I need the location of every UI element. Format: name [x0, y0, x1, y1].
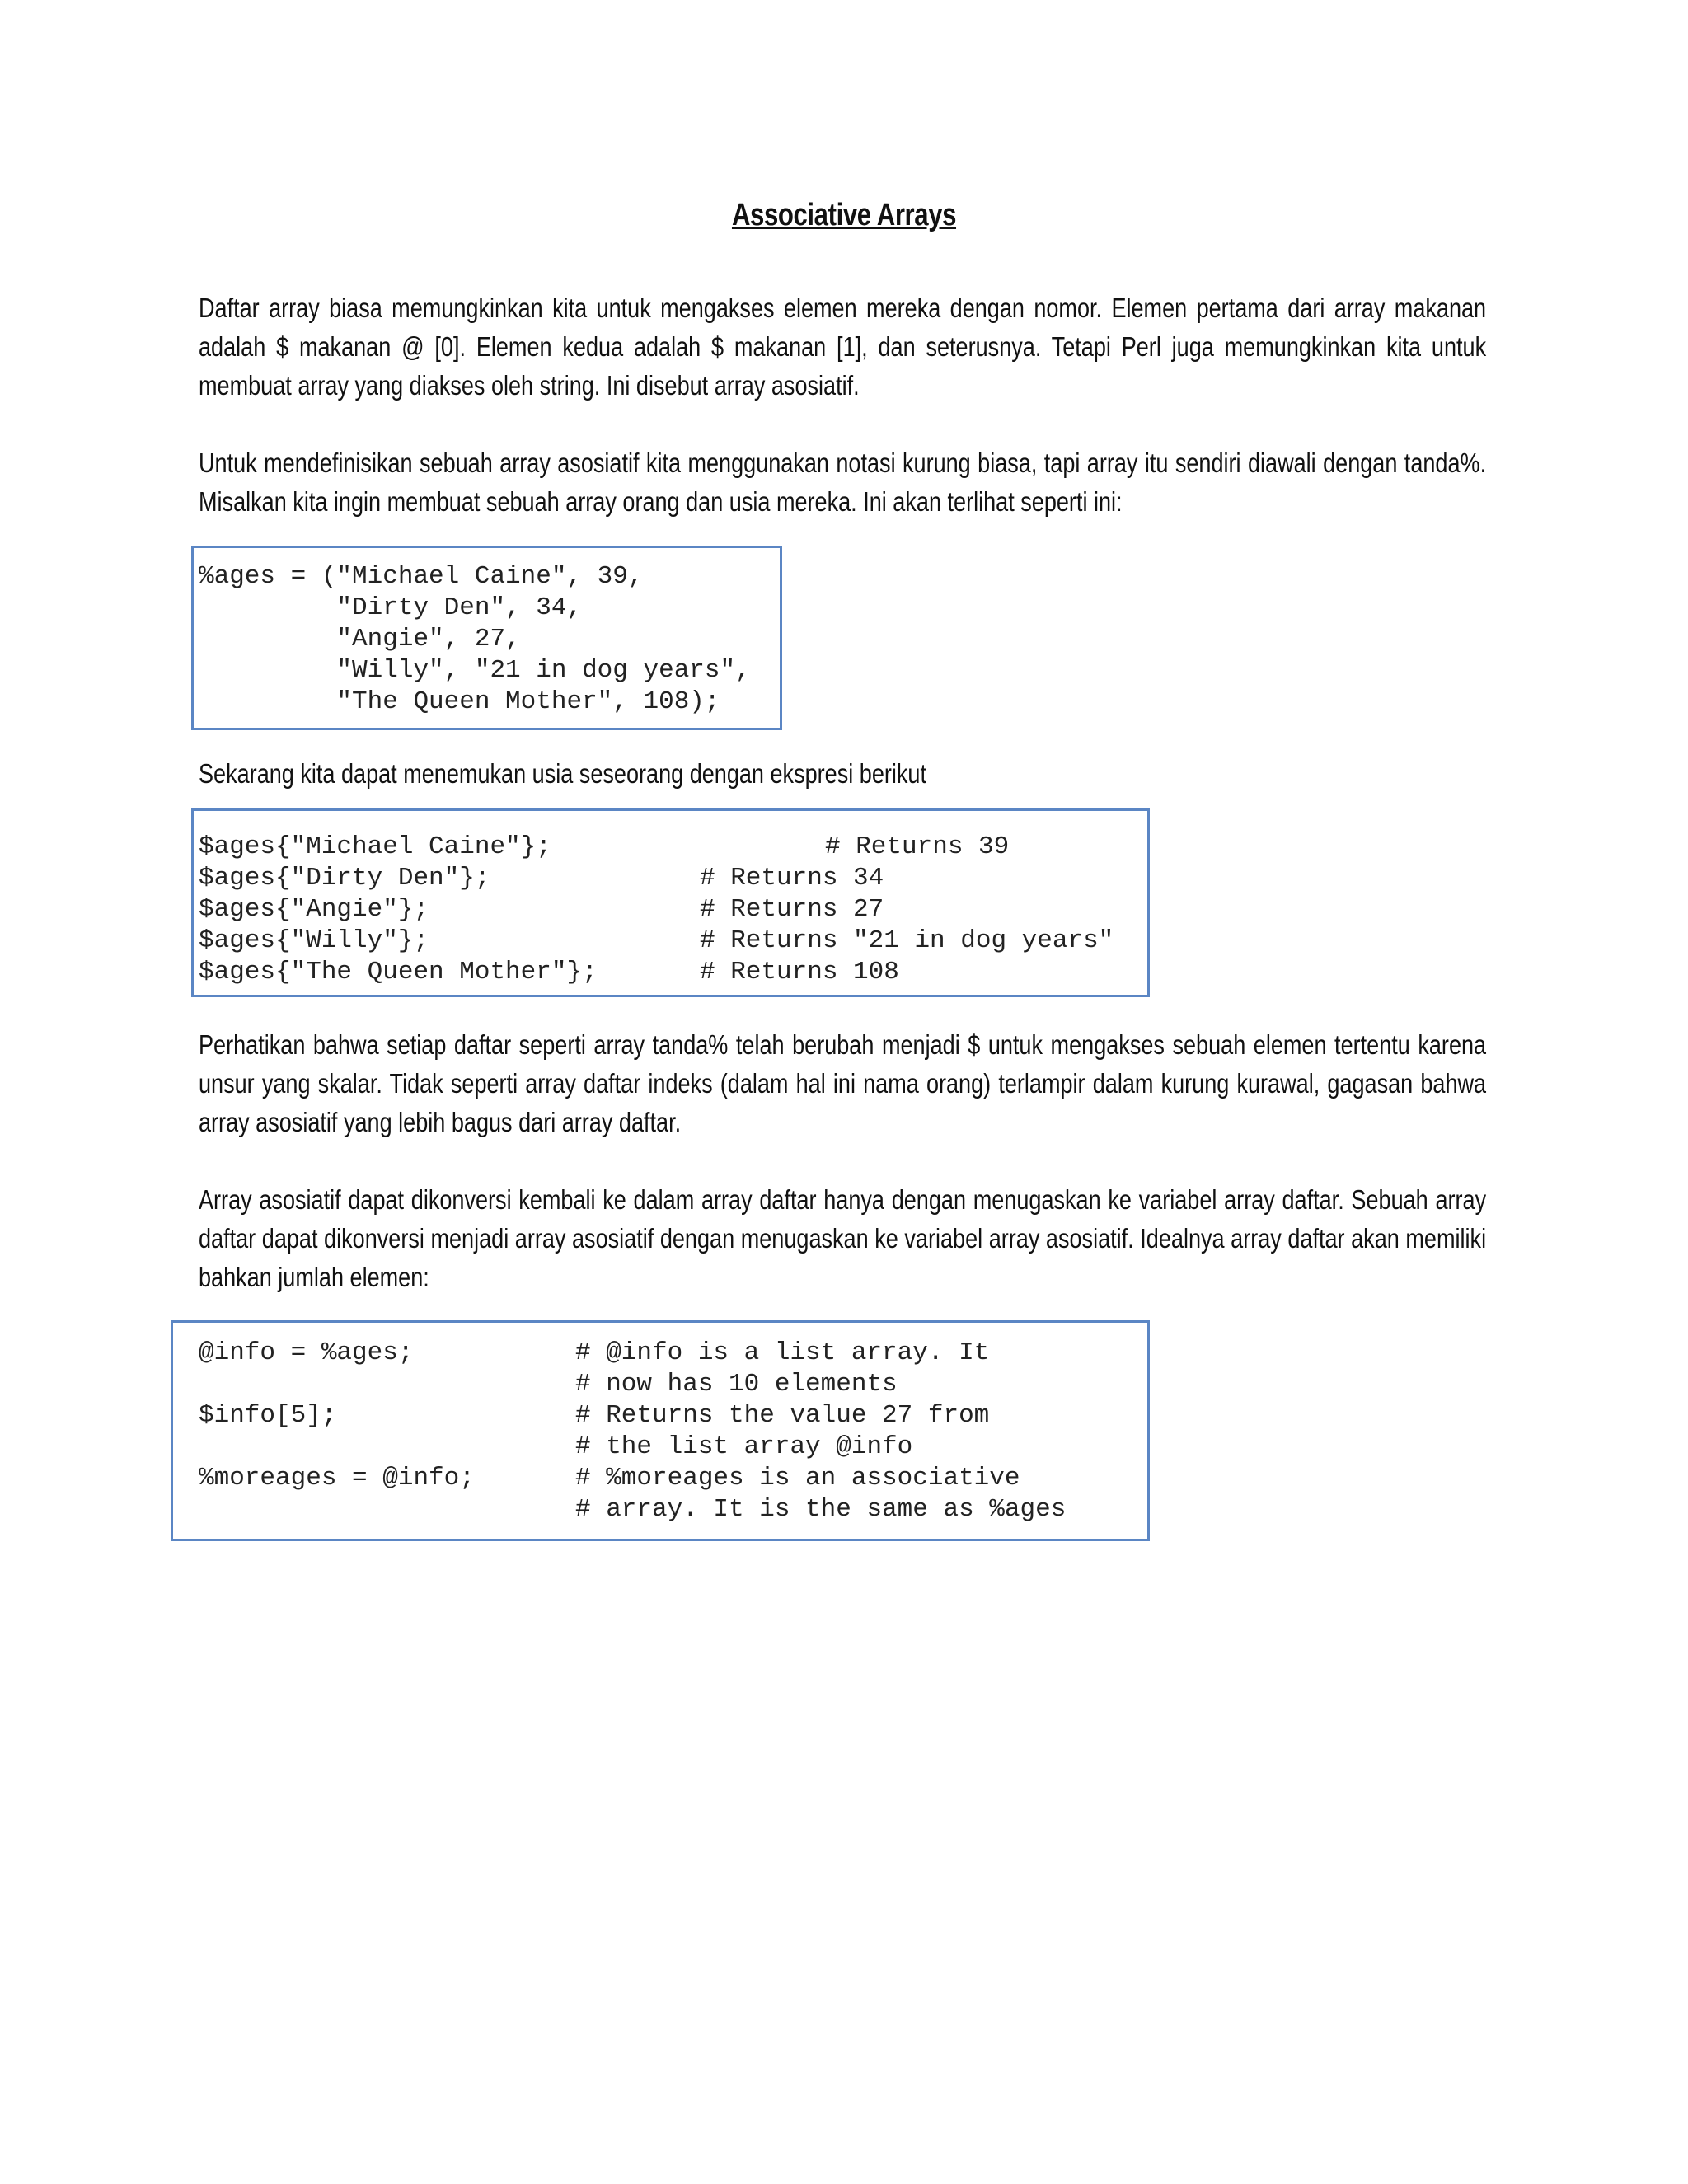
code-comment: # Returns the value 27 from	[575, 1401, 990, 1430]
code-line: $ages{"Angie"};	[199, 895, 429, 924]
paragraph-definition-text: Untuk mendefinisikan sebuah array asosiatif kita menggunakan notasi kurung biasa, tapi array itu sendiri diawali dengan tanda%. Misalkan kita ingin membuat sebuah array orang dan usia mereka. Ini akan terlihat seperti ini:	[199, 448, 1487, 517]
code-comment: # now has 10 elements	[575, 1370, 898, 1399]
code-line: "Willy", "21 in dog years",	[199, 656, 751, 685]
paragraph-lookup	[199, 754, 1486, 793]
code-comment: # Returns "21 in dog years"	[700, 926, 1114, 955]
code-comment: # Returns 27	[700, 895, 884, 924]
code-line: @info = %ages;	[199, 1338, 414, 1367]
page-title: Associative Arrays	[731, 198, 957, 232]
paragraph-intro	[199, 288, 1486, 405]
code-line: $ages{"Dirty Den"};	[199, 864, 490, 893]
paragraph-scalar-note-text: Perhatikan bahwa setiap daftar seperti array tanda% telah berubah menjadi $ untuk mengakses sebuah elemen tertentu karena unsur yang skalar. Tidak seperti array daftar indeks (dalam hal ini nama orang) terlampir dalam kurung kurawal, gagasan bahwa array asosiatif yang lebih bagus dari array daftar.	[199, 1029, 1487, 1137]
code-block-info-conversion	[171, 1320, 1150, 1541]
code-line: %ages = ("Michael Caine", 39,	[199, 562, 644, 591]
paragraph-scalar-note	[199, 1025, 1486, 1141]
code-block-ages-definition	[191, 546, 782, 730]
paragraph-lookup-text: Sekarang kita dapat menemukan usia seseorang dengan ekspresi berikut	[199, 758, 927, 789]
code-line: "The Queen Mother", 108);	[199, 687, 720, 716]
code-line: $ages{"The Queen Mother"};	[199, 958, 598, 987]
code-comment: # Returns 39	[825, 832, 1010, 861]
code-comment: # @info is a list array. It	[575, 1338, 990, 1367]
code-line: %moreages = @info;	[199, 1464, 475, 1493]
code-line: $ages{"Michael Caine"};	[199, 832, 551, 861]
paragraph-definition	[199, 443, 1486, 521]
code-comment: # Returns 34	[700, 864, 884, 893]
paragraph-conversion-text: Array asosiatif dapat dikonversi kembali ke dalam array daftar hanya dengan menugaskan ke variabel array daftar. Sebuah array daftar dapat dikonversi menjadi array asosiatif dengan menugaskan ke variabel array asosiatif. Idealnya array daftar akan memiliki bahkan jumlah elemen:	[199, 1184, 1487, 1292]
code-line: $ages{"Willy"};	[199, 926, 429, 955]
code-line: "Dirty Den", 34,	[199, 593, 583, 622]
code-comment: # array. It is the same as %ages	[575, 1495, 1067, 1524]
code-block-ages-lookup	[191, 808, 1150, 997]
code-line: "Angie", 27,	[199, 625, 521, 654]
code-comment: # %moreages is an associative	[575, 1464, 1020, 1493]
code-comment: # Returns 108	[700, 958, 899, 987]
code-comment: # the list array @info	[575, 1432, 913, 1461]
paragraph-intro-text: Daftar array biasa memungkinkan kita untuk mengakses elemen mereka dengan nomor. Elemen pertama dari array makanan adalah $ makanan @ [0]. Elemen kedua adalah $ makanan [1], dan seterusnya. Tetapi Perl juga memungkinkan kita untuk membuat array yang diakses oleh string. Ini disebut array asosiatif.	[199, 293, 1487, 401]
paragraph-conversion	[199, 1180, 1486, 1296]
code-line: $info[5];	[199, 1401, 337, 1430]
